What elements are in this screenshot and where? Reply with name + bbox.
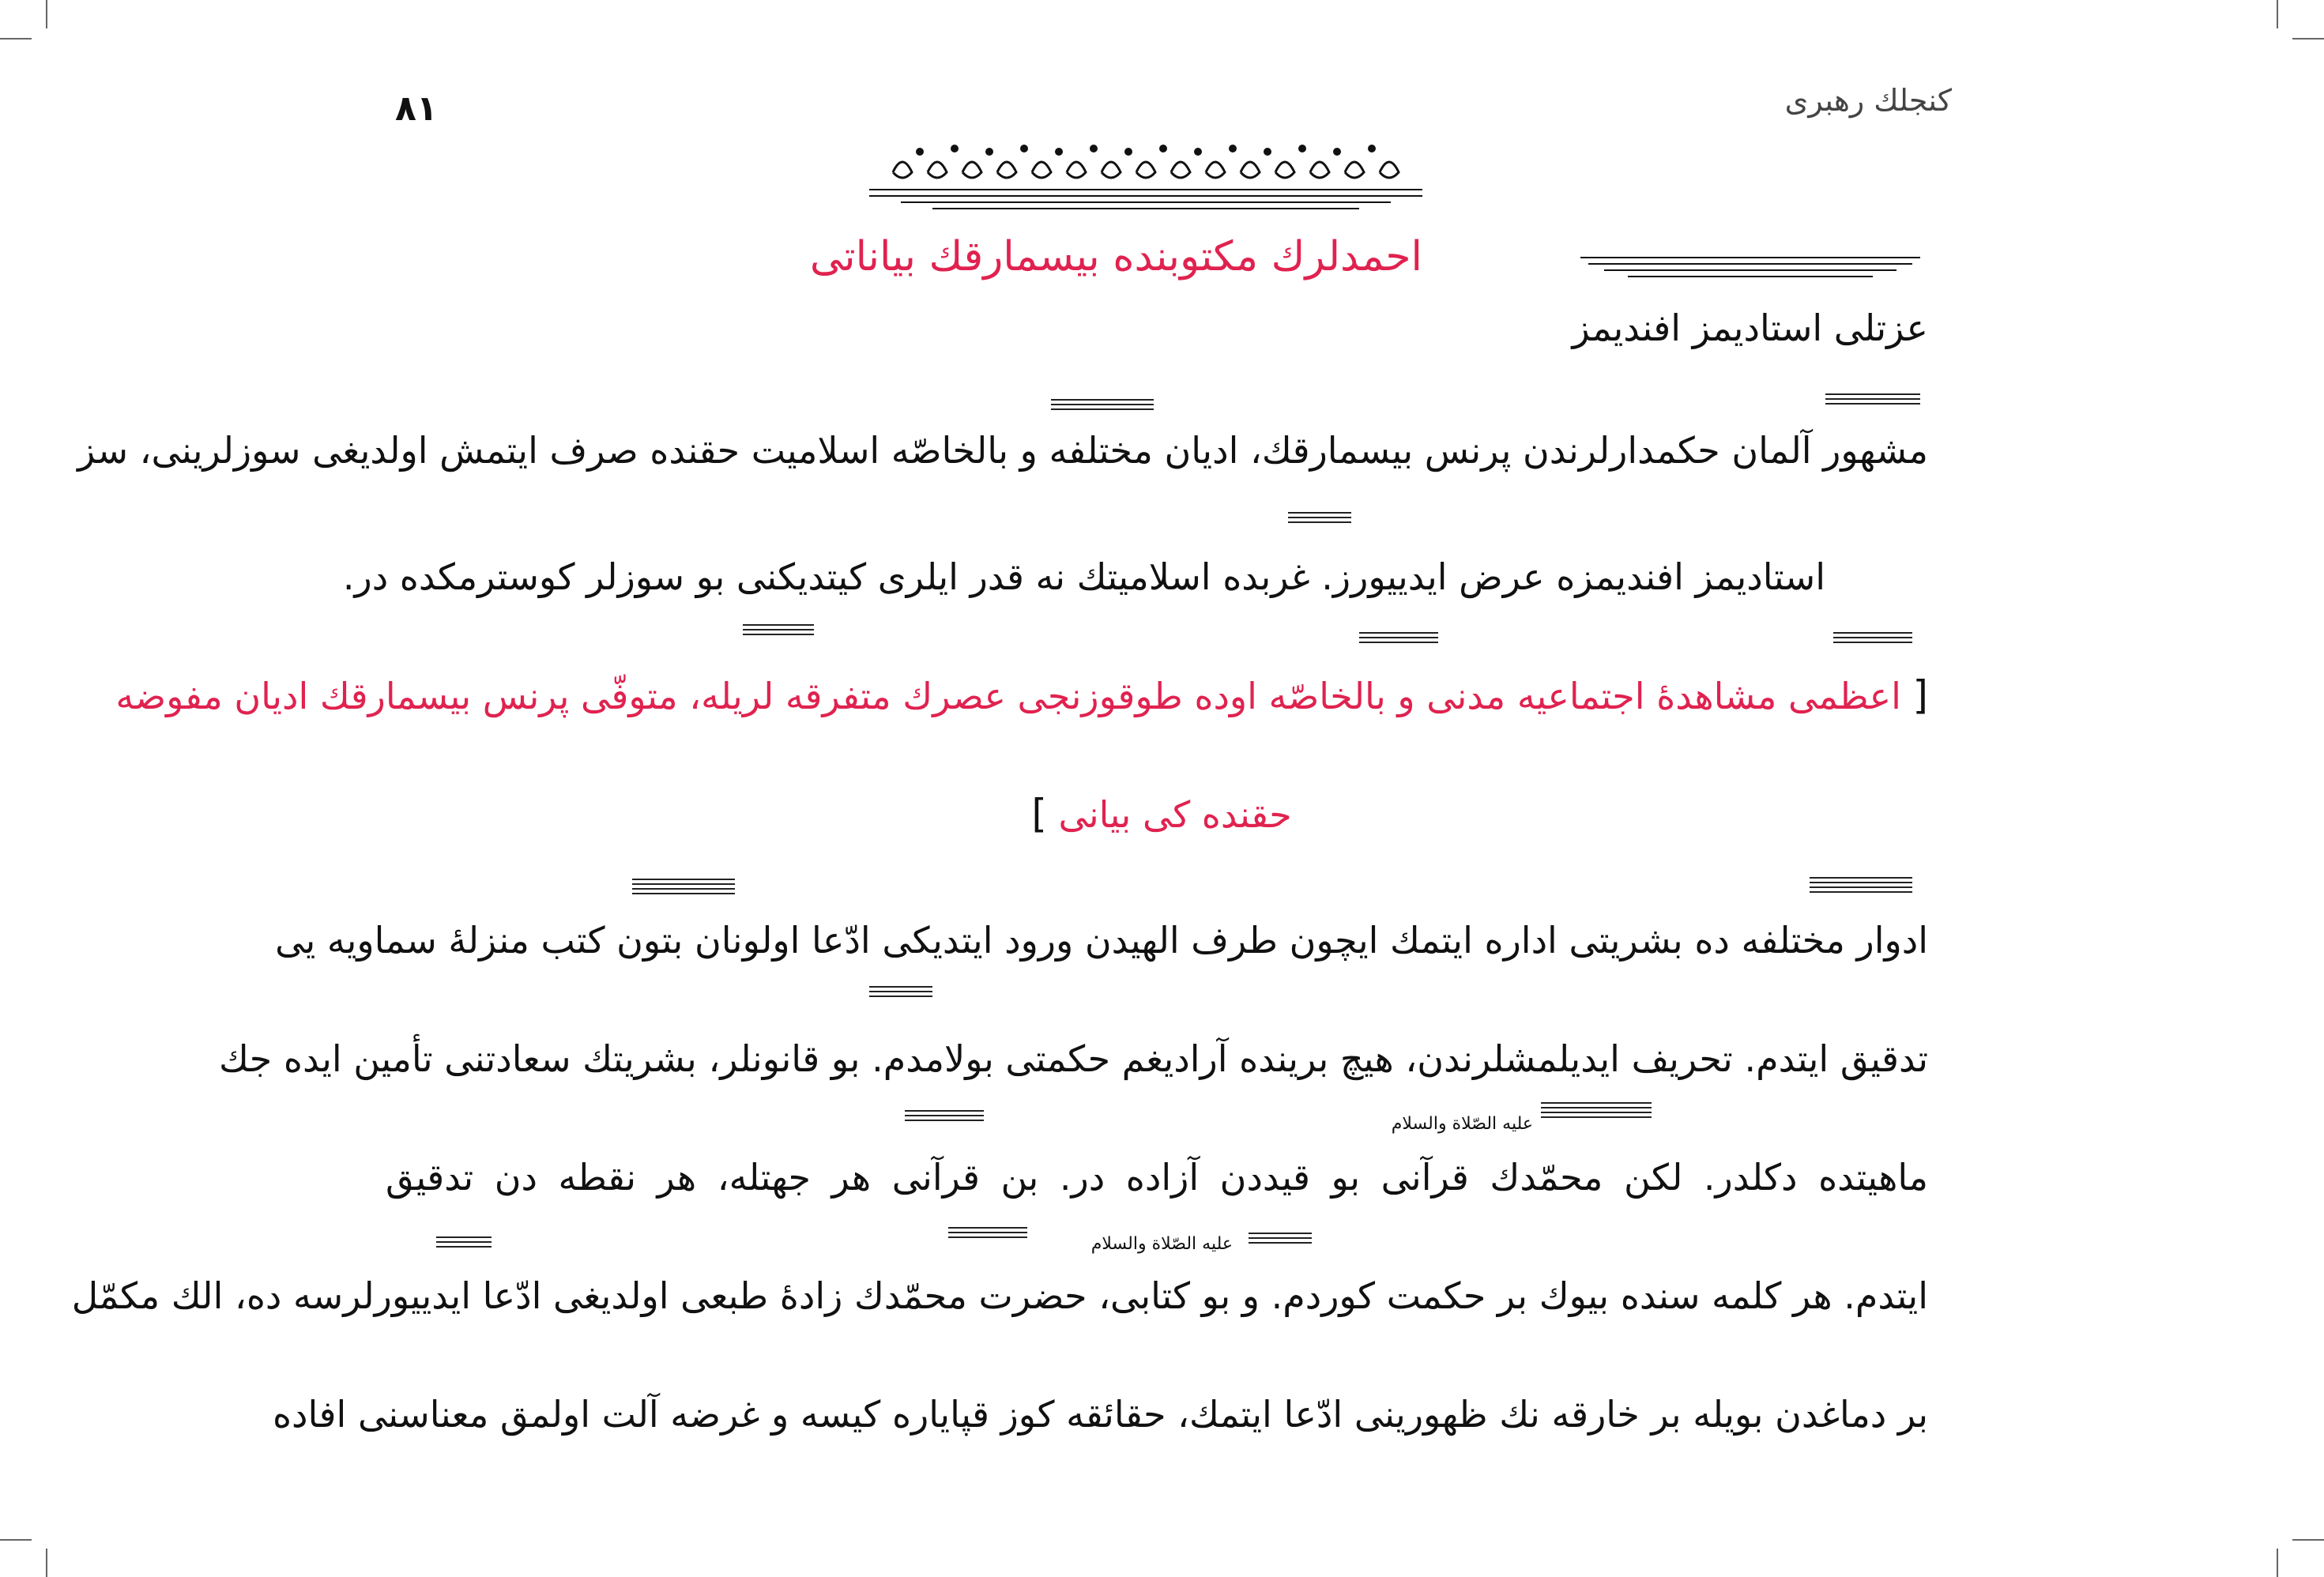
- crop-mark-bottom-left-v: [46, 1549, 47, 1577]
- letter-title: احمدلرك مكتوبنده بیسمارقك بیاناتی: [809, 233, 1422, 280]
- salawat-note-1: علیه الصّلاة والسلام: [1391, 1114, 1533, 1134]
- body-line-4: ایتدم. هر كلمه سنده بیوك بر حكمت كوردم. و بو كتابی، حضرت محمّدك زادهٔ طبعی اولدیغی ادّعا ایدییورلرسه ده، الك مكمّل: [71, 1274, 1928, 1317]
- crop-mark-top-left-v: [46, 0, 47, 28]
- body-line-2: تدقیق ایتدم. تحریف ایدیلمشلرندن، هیچ برینده آرادیغم حكمتی بولامدم. بو قانونلر، بشریتك سعادتنی تأمین ایده جك: [219, 1037, 1928, 1080]
- floral-ornament: [869, 141, 1422, 212]
- overline-mark: [869, 986, 932, 1000]
- bracket-close: ]: [1031, 791, 1047, 837]
- overline-mark: [1541, 1102, 1652, 1116]
- bracket-open: [: [1912, 672, 1928, 718]
- note-heading-text-2: حقنده كی بیانی: [1058, 793, 1292, 836]
- crop-mark-top-right: [2292, 38, 2324, 40]
- crop-mark-bottom-right-v: [2277, 1549, 2278, 1577]
- crop-mark-top-left: [0, 38, 32, 40]
- overline-mark: [1825, 393, 1920, 408]
- body-line-3: ماهیتده دكلدر. لكن محمّدك قرآنی بو قیددن آزاده در. بن قرآنی هر جهتله، هر نقطه دن تدقیق: [386, 1156, 1928, 1199]
- crop-mark-bottom-right: [2292, 1539, 2324, 1541]
- overline-mark: [436, 1236, 492, 1251]
- note-heading-line-1: [115, 656, 1928, 735]
- overline-mark: [905, 1110, 984, 1124]
- note-heading-line-2: [948, 774, 1375, 853]
- salutation: عزتلی استادیمز افندیمز: [1572, 307, 1928, 349]
- crop-mark-top-right-v: [2277, 0, 2278, 28]
- overline-mark: [743, 624, 814, 638]
- overline-mark: [1249, 1233, 1312, 1247]
- overline-mark: [948, 1227, 1027, 1241]
- running-head: کنجلك رهبری: [1784, 83, 1952, 118]
- letter-line-1: مشهور آلمان حكمدارلرندن پرنس بیسمارقك، ادیان مختلفه و بالخاصّه اسلامیت حقنده صرف ایتمش اولدیغی سوزلرینی، سز: [77, 429, 1928, 472]
- page-number: ٨١: [395, 88, 438, 129]
- body-line-5: بر دماغدن بویله بر خارقه نك ظهورینی ادّعا ایتمك، حقائقه كوز قپایاره كیسه و غرضه آلت اولمق معناسنی افاده: [272, 1393, 1928, 1436]
- crop-mark-bottom-left: [0, 1539, 32, 1541]
- overline-mark: [1359, 632, 1438, 646]
- letter-line-2: استادیمز افندیمزه عرض ایدییورز. غربده اسلامیتك نه قدر ایلری كیتدیكنی بو سوزلر كوسترمكده در.: [342, 555, 1825, 598]
- note-heading-text-1: اعظمی مشاهدهٔ اجتماعیه مدنی و بالخاصّه اوده طوقوزنجی عصرك متفرقه لریله، متوفّی پرنس بیسمارقك ادیان مفوضه: [115, 675, 1901, 717]
- overline-mark: [632, 879, 735, 893]
- overline-mark: [1810, 877, 1912, 891]
- salawat-note-2: علیه الصّلاة والسلام: [1090, 1234, 1233, 1254]
- overline-mark: [1833, 632, 1912, 646]
- overline-mark: [1288, 512, 1351, 526]
- salutation-rule: [1580, 253, 1920, 281]
- body-line-1: ادوار مختلفه ده بشریتی اداره ایتمك ایچون طرف الهیدن ورود ایتدیكی ادّعا اولونان بتون كتب منزلهٔ سماویه یی: [275, 919, 1928, 962]
